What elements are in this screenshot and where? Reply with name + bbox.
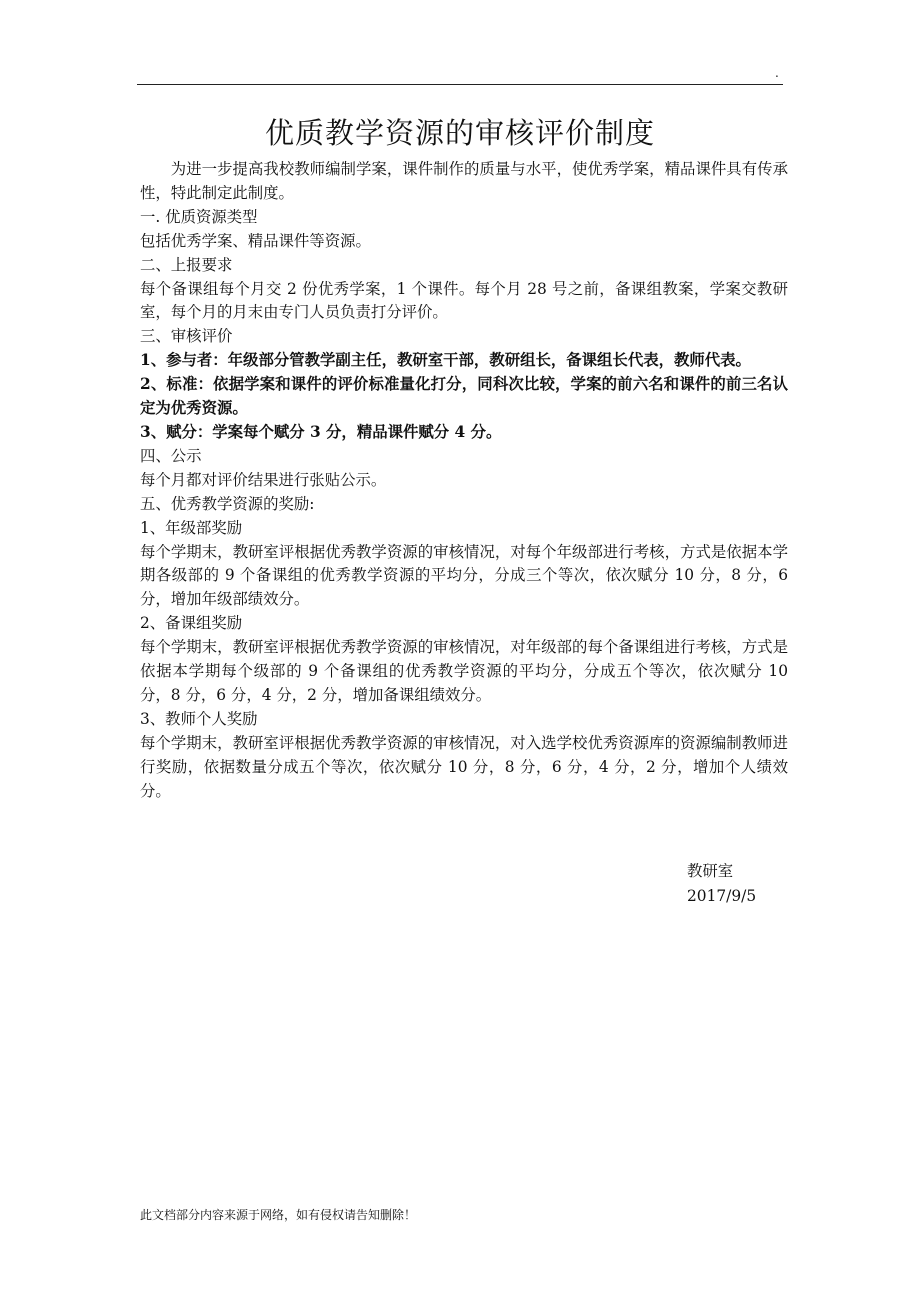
- review-item-participants: 1、参与者：年级部分管教学副主任，教研室干部，教研组长，备课组长代表，教师代表。: [140, 351, 751, 370]
- signature-date: 2017/9/5: [687, 887, 757, 905]
- header-dot: .: [775, 66, 779, 80]
- section-heading-requirements: 二、上报要求: [140, 255, 233, 274]
- signature-department: 教研室: [687, 862, 734, 880]
- section-heading-types: 一. 优质资源类型: [140, 207, 258, 226]
- intro-paragraph: 为进一步提高我校教师编制学案，课件制作的质量与水平，使优秀学案，精品课件具有传承性，特此制定此制度。: [140, 160, 788, 202]
- signature-block: [687, 859, 756, 909]
- reward-text-grade: 每个学期末，教研室评根据优秀教学资源的审核情况，对每个年级部进行考核，方式是依据本学期各级部的 9 个备课组的优秀教学资源的平均分，分成三个等次，依次赋分 10 分，8 分，6 分，增加年级部绩效分。: [140, 542, 788, 609]
- header-rule: [137, 84, 783, 85]
- footer-disclaimer: 此文档部分内容来源于网络，如有侵权请告知删除！: [140, 1208, 417, 1222]
- review-item-scoring: 3、赋分：学案每个赋分 3 分，精品课件赋分 4 分。: [140, 422, 502, 441]
- section-heading-publicity: 四、公示: [140, 446, 202, 465]
- section-heading-review: 三、审核评价: [140, 327, 233, 346]
- reward-heading-group: 2、备课组奖励: [140, 614, 243, 633]
- section-text-requirements: 每个备课组每个月交 2 份优秀学案，1 个课件。每个月 28 号之前，备课组教案，学案交教研室，每个月的月末由专门人员负责打分评价。: [140, 279, 788, 322]
- section-text-publicity: 每个月都对评价结果进行张贴公示。: [140, 470, 387, 489]
- section-text-types: 包括优秀学案、精品课件等资源。: [140, 231, 371, 250]
- section-heading-rewards: 五、优秀教学资源的奖励:: [140, 494, 315, 513]
- reward-text-group: 每个学期末，教研室评根据优秀教学资源的审核情况，对年级部的每个备课组进行考核，方式是依据本学期每个级部的 9 个备课组的优秀教学资源的平均分，分成五个等次，依次赋分 10 分，8 分，6 分，4 分，2 分，增加备课组绩效分。: [140, 638, 788, 704]
- document-title: 优质教学资源的审核评价制度: [264, 116, 655, 150]
- reward-heading-teacher: 3、教师个人奖励: [140, 709, 258, 728]
- review-item-standards: 2、标准：依据学案和课件的评价标准量化打分，同科次比较，学案的前六名和课件的前三名认定为优秀资源。: [140, 375, 788, 418]
- reward-text-teacher: 每个学期末，教研室评根据优秀教学资源的审核情况，对入选学校优秀资源库的资源编制教师进行奖励，依据数量分成五个等次，依次赋分 10 分，8 分，6 分，4 分，2 分，增加个人绩效分。: [140, 733, 788, 800]
- document-body: [140, 158, 788, 803]
- reward-heading-grade: 1、年级部奖励: [140, 518, 243, 537]
